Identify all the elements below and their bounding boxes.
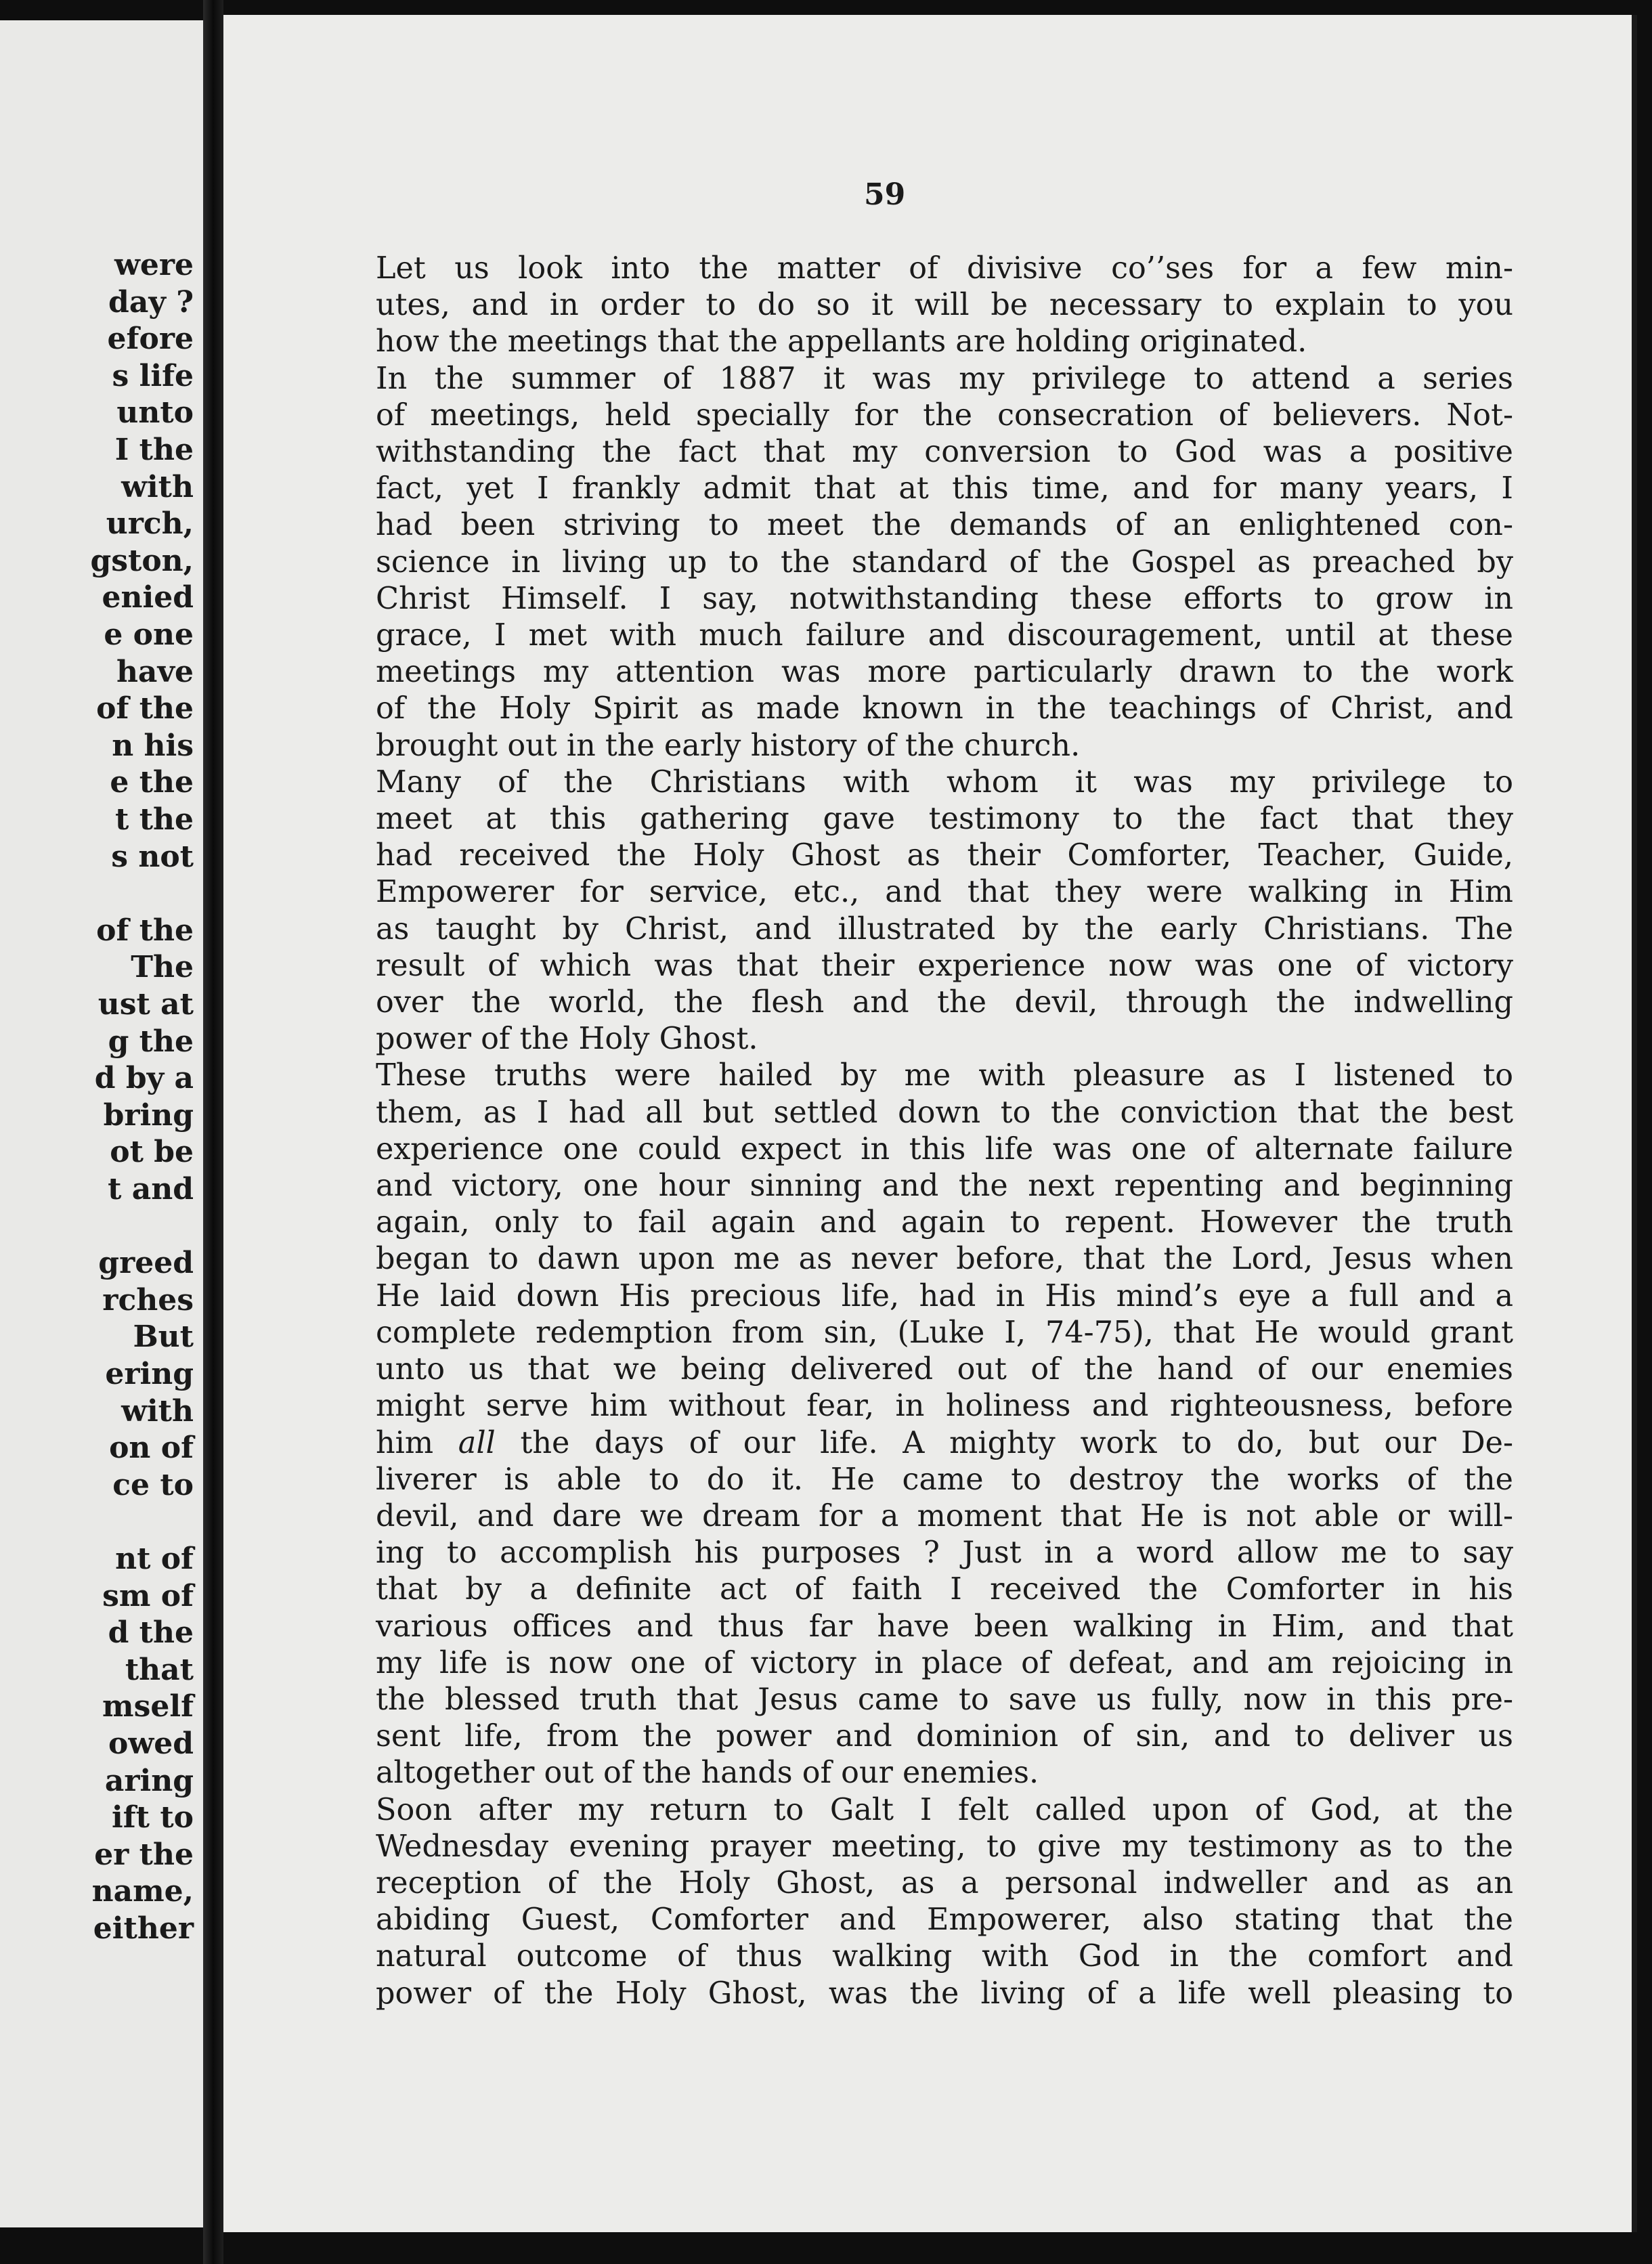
book-gutter: [203, 0, 223, 2264]
text-line: as taught by Christ, and illustrated by the early Christians. The: [376, 911, 1513, 946]
text-line: abiding Guest, Comforter and Empowerer, also stating that the: [376, 1902, 1513, 1938]
text-line: natural outcome of thus walking with God in the comfort and: [376, 1939, 1513, 1974]
left-page-fragment: er the: [94, 1837, 194, 1872]
left-page-fragment: either: [93, 1911, 194, 1946]
text-line: of the Holy Spirit as made known in the teachings of Christ, and: [376, 691, 1513, 726]
text-line: might serve him without fear, in holiness and righteousness, before: [376, 1389, 1513, 1424]
paragraph-3: [325, 764, 1513, 1058]
text-line: In the summer of 1887 it was my privilege to attend a series: [376, 361, 1513, 396]
text-line: Wednesday evening prayer meeting, to give my testimony as to the: [376, 1829, 1513, 1864]
text-line: experience one could expect in this life was one of alternate failure: [376, 1131, 1513, 1167]
left-page-fragment: unto: [116, 395, 194, 431]
text-line: had received the Holy Ghost as their Comforter, Teacher, Guide,: [376, 838, 1513, 873]
left-page-fragment: with: [121, 1393, 194, 1429]
left-page-fragment: n his: [112, 728, 194, 763]
paragraph-1: [325, 251, 1513, 361]
left-page-fragment: bring: [103, 1097, 194, 1133]
left-page-fragment: rches: [102, 1282, 194, 1318]
text-line: sent life, from the power and dominion of sin, and to deliver us: [376, 1719, 1513, 1754]
left-page-fragment: nt of: [115, 1542, 194, 1576]
text-line: over the world, the flesh and the devil, through the indwelling: [376, 985, 1513, 1020]
paragraph-2: [325, 361, 1513, 764]
left-page-fragment: of the: [96, 913, 194, 948]
text-line: brought out in the early history of the church.: [376, 728, 1081, 763]
left-page-fragment: ce to: [112, 1467, 194, 1502]
left-page-fragment: ust at: [97, 987, 194, 1022]
text-line: various offices and thus far have been walking in Him, and that: [376, 1609, 1513, 1644]
text-line: that by a definite act of faith I received the Comforter in his: [376, 1572, 1513, 1607]
text-line: altogether out of the hands of our enemies.: [376, 1756, 1039, 1791]
left-page-fragment: s life: [112, 358, 194, 393]
text-line: of meetings, held specially for the consecration of believers. Not-: [376, 397, 1513, 433]
left-page-fragment: that: [125, 1652, 194, 1687]
left-page-fragment: sm of: [102, 1578, 194, 1613]
left-page-fragment: But: [133, 1320, 194, 1355]
left-page-fragment: ift to: [112, 1800, 194, 1835]
text-line: grace, I met with much failure and discouragement, until at these: [376, 618, 1513, 653]
text-line: Many of the Christians with whom it was my privilege to: [376, 764, 1513, 800]
previous-page-fragment: [0, 20, 203, 2227]
text-line: devil, and dare we dream for a moment that He is not able or will-: [376, 1498, 1513, 1533]
left-page-fragment: d by a: [94, 1061, 194, 1096]
left-page-fragment: enied: [102, 580, 194, 615]
text-line: him all the days of our life. A mighty work to do, but our De-: [376, 1425, 1513, 1460]
text-line: liverer is able to do it. He came to destroy the works of the: [376, 1462, 1513, 1497]
text-line: reception of the Holy Ghost, as a personal indweller and as an: [376, 1865, 1513, 1900]
text-line: Empowerer for service, etc., and that they were walking in Him: [376, 875, 1513, 910]
text-line: and victory, one hour sinning and the next repenting and beginning: [376, 1169, 1513, 1204]
left-page-fragment: aring: [104, 1763, 194, 1798]
text-line: science in living up to the standard of the Gospel as preached by: [376, 544, 1513, 580]
left-page-fragment: were: [114, 248, 194, 282]
left-page-fragment: have: [116, 654, 194, 689]
left-page-fragment: t and: [108, 1172, 194, 1206]
text-line: Christ Himself. I say, notwithstanding these efforts to grow in: [376, 581, 1513, 616]
text-line: my life is now one of victory in place of defeat, and am rejoicing in: [376, 1645, 1513, 1680]
left-page-fragment: name,: [91, 1874, 194, 1909]
left-page-fragment: of the: [96, 691, 194, 726]
paragraph-5: [325, 1792, 1513, 2012]
text-line: result of which was that their experience now was one of victory: [376, 948, 1513, 983]
left-page-fragment: ot be: [110, 1135, 194, 1170]
text-line: began to dawn upon me as never before, that the Lord, Jesus when: [376, 1242, 1513, 1277]
text-line: meet at this gathering gave testimony to the fact that they: [376, 802, 1513, 837]
left-page-fragment: s not: [111, 839, 194, 874]
left-page-fragment: d the: [108, 1615, 194, 1651]
text-line: how the meetings that the appellants are holding originated.: [376, 324, 1307, 360]
text-line: He laid down His precious life, had in His mind’s eye a full and a: [376, 1278, 1513, 1313]
left-page-fragment: I the: [114, 433, 194, 467]
left-page-fragment: with: [121, 469, 194, 504]
text-line: power of the Holy Ghost.: [376, 1022, 758, 1057]
left-page-fragment: greed: [98, 1246, 194, 1281]
text-line: them, as I had all but settled down to the conviction that the best: [376, 1095, 1513, 1130]
text-line: again, only to fail again and again to repent. However the truth: [376, 1205, 1513, 1240]
left-page-fragment: on of: [109, 1431, 194, 1466]
left-page-fragment: mself: [102, 1689, 194, 1724]
left-page-fragment: gston,: [90, 543, 194, 578]
left-page-fragment: efore: [107, 322, 194, 357]
text-line: utes, and in order to do so it will be necessary to explain to you: [376, 288, 1513, 323]
left-page-fragment: owed: [108, 1726, 194, 1761]
left-page-fragment: The: [131, 950, 194, 985]
text-line: unto us that we being delivered out of the hand of our enemies: [376, 1352, 1513, 1387]
left-page-fragment: e the: [110, 765, 194, 800]
text-line: These truths were hailed by me with pleasure as I listened to: [376, 1058, 1513, 1093]
text-line: Soon after my return to Galt I felt called upon of God, at the: [376, 1792, 1513, 1827]
left-page-fragment: e one: [104, 617, 194, 652]
text-line: had been striving to meet the demands of an enlightened con-: [376, 508, 1513, 543]
page-number: 59: [864, 177, 906, 212]
left-page-fragment: ering: [105, 1357, 194, 1391]
left-page-fragment: urch,: [106, 506, 194, 542]
left-page-fragment: t the: [115, 802, 194, 837]
book-page: [223, 15, 1637, 2232]
text-line: fact, yet I frankly admit that at this time, and for many years, I: [376, 471, 1513, 506]
text-line: complete redemption from sin, (Luke I, 74-75), that He would grant: [376, 1315, 1513, 1350]
text-line: the blessed truth that Jesus came to save us fully, now in this pre-: [376, 1682, 1513, 1717]
paragraph-4: [325, 1058, 1513, 1791]
text-line: withstanding the fact that my conversion to God was a positive: [376, 435, 1513, 470]
text-line: power of the Holy Ghost, was the living of a life well pleasing to: [376, 1976, 1513, 2011]
text-line: meetings my attention was more particularly drawn to the work: [376, 655, 1513, 690]
left-page-fragment: g the: [108, 1024, 194, 1059]
text-line: ing to accomplish his purposes ? Just in a word allow me to say: [376, 1536, 1513, 1571]
left-page-fragment: day ?: [108, 284, 194, 320]
body-text: [325, 251, 1513, 2012]
text-line: Let us look into the matter of divisive co’’ses for a few min-: [376, 251, 1513, 286]
